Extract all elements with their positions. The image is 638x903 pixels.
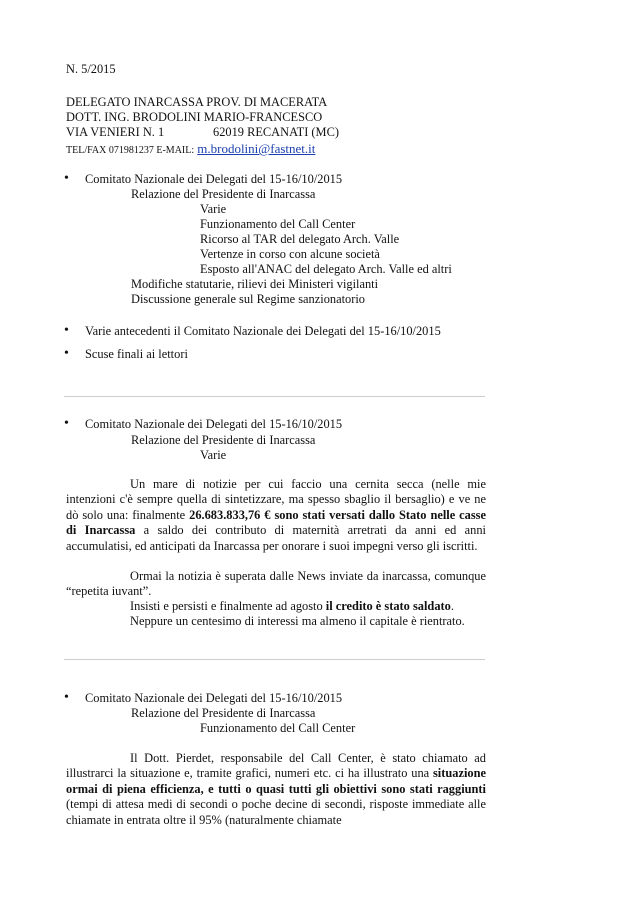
section1-paragraph-3: Insisti e persisti e finalmente ad agosto il credito è stato saldato. (130, 599, 454, 613)
delegate-role: DELEGATO INARCASSA PROV. DI MACERATA (66, 95, 328, 109)
document-number: N. 5/2015 (66, 62, 116, 76)
section1-paragraph-4: Neppure un centesimo di interessi ma almeno il capitale è rientrato. (130, 614, 465, 628)
section2-heading: Comitato Nazionale dei Delegati del 15-16/10/2015 (85, 691, 343, 705)
index-sub1-item: Varie (200, 202, 227, 216)
telfax-label: TEL/FAX 071981237 E-MAIL: (66, 145, 195, 156)
index-sub1-item: Vertenze in corso con alcune società (200, 247, 380, 261)
address-street: VIA VENIERI N. 1 (66, 125, 165, 139)
bullet-icon: • (64, 690, 69, 705)
email-link[interactable]: m.brodolini@fastnet.it (197, 141, 316, 156)
delegate-name: DOTT. ING. BRODOLINI MARIO-FRANCESCO (66, 110, 323, 124)
index-sub-1: Relazione del Presidente di Inarcassa (131, 187, 316, 201)
highlight-text: 26.683.833,76 € sono stati versati dallo Stato nelle casse di Inarcassa (66, 507, 486, 538)
index-sub-3: Discussione generale sul Regime sanzionatorio (131, 292, 365, 306)
highlight-text: situazione ormai di piena efficienza, e tutti o quasi tutti gli obiettivi sono stati raggiunti (66, 766, 486, 796)
section1-subsub: Varie (200, 448, 227, 462)
index-sub-2: Modifiche statutarie, rilievi dei Ministeri vigilanti (131, 277, 379, 291)
divider (64, 659, 485, 660)
index-sub1-item: Esposto all'ANAC del delegato Arch. Valle ed altri (200, 262, 452, 276)
index-sub1-item: Ricorso al TAR del delegato Arch. Valle (200, 232, 400, 246)
divider (64, 396, 485, 397)
address-city: 62019 RECANATI (MC) (213, 125, 339, 139)
bullet-icon: • (64, 346, 69, 361)
section1-paragraph-2: Ormai la notizia è superata dalle News inviate da inarcassa, comunque “repetita iuvant”. (66, 569, 486, 599)
index-item-3: Scuse finali ai lettori (85, 347, 188, 361)
section2-subsub: Funzionamento del Call Center (200, 721, 356, 735)
section1-paragraph-1: Un mare di notizie per cui faccio una cernita secca (nelle mie intenzioni c'è sempre quella di sintetizzare, ma spesso sbaglio il bersaglio) e ve ne dò solo una: finalmente 26.683.833,76 € sono stati versati dallo Stato nelle casse di Inarcassa a saldo dei contributo di maternità arretrati da anni ed anni accumulatisi, ed anticipati da Inarcassa per onorare i suoi impegni verso gli iscritti. (66, 477, 487, 553)
bullet-icon: • (64, 323, 69, 338)
index-sub1-item: Funzionamento del Call Center (200, 217, 356, 231)
bullet-icon: • (64, 416, 69, 431)
bullet-icon: • (64, 171, 69, 186)
section1-sub: Relazione del Presidente di Inarcassa (131, 433, 316, 447)
section2-sub: Relazione del Presidente di Inarcassa (131, 706, 316, 720)
section2-paragraph-1: Il Dott. Pierdet, responsabile del Call Center, è stato chiamato ad illustrarci la situazione e, tramite grafici, numeri etc. ci ha illustrato una situazione ormai di piena efficienza, e tutti o quasi tutti gli obiettivi sono stati raggiunti (tempi di attesa medi di secondi o poche decine di secondi, risposte immediate alle chiamate in entrata oltre il 95% (naturalmente chiamate (66, 751, 486, 827)
index-item-1: Comitato Nazionale dei Delegati del 15-16/10/2015 (85, 172, 343, 186)
contact-line (66, 141, 315, 158)
index-item-2: Varie antecedenti il Comitato Nazionale dei Delegati del 15-16/10/2015 (85, 324, 441, 338)
section1-heading: Comitato Nazionale dei Delegati del 15-16/10/2015 (85, 417, 343, 431)
highlight-text: il credito è stato saldato (325, 599, 451, 613)
